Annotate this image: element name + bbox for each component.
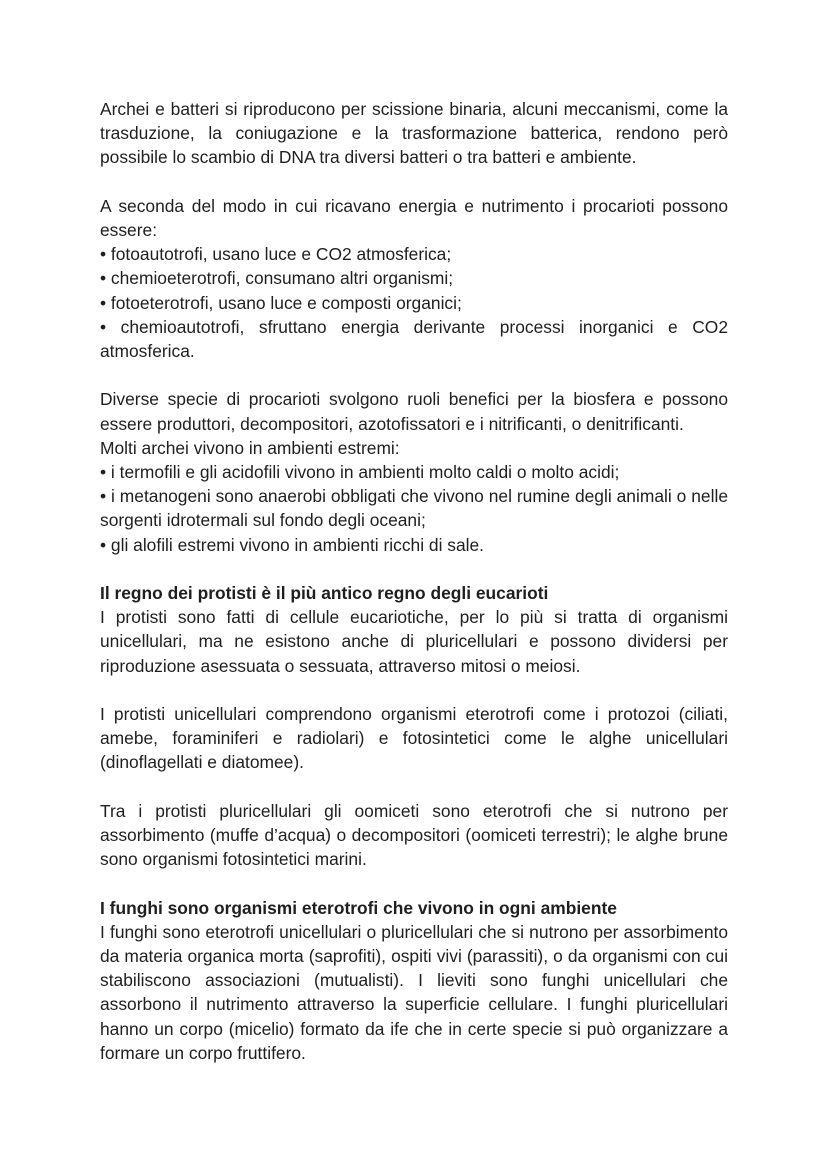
section-protisti [100,581,728,678]
section-funghi [100,896,728,1065]
roles-text: Diverse specie di procarioti svolgono ruoli benefici per la biosfera e possono essere produttori, decompositori, azotofissatori e i nitrificanti, o denitrificanti. [100,389,728,434]
heading-protisti: Il regno dei protisti è il più antico regno degli eucarioti [100,583,549,604]
paragraph-protisti-pluricellulari: Tra i protisti pluricellulari gli oomiceti sono eterotrofi che si nutrono per assorbimento (muffe d’acqua) o decompositori (oomiceti terrestri); le alghe brune sono organismi fotosintetici marini. [100,800,728,870]
paragraph-nutrition-types [100,194,728,363]
nutrition-intro: A seconda del modo in cui ricavano energia e nutrimento i procarioti possono essere: [100,195,728,240]
bullet-alofili: • gli alofili estremi vivono in ambienti ricchi di sale. [100,534,485,555]
bullet-chemioautotrofi: • chemioautotrofi, sfruttano energia derivante processi inorganici e CO2 atmosferica. [100,316,728,362]
paragraph-prokaryote-roles [100,387,728,556]
paragraph-funghi: I funghi sono eterotrofi unicellulari o pluricellulari che si nutrono per assorbimento da materia organica morta (saprofiti), ospiti vivi (parassiti), o da organismi con cui stabiliscono associazioni (mutualisti). I lieviti sono funghi unicellulari che assorbono il nutrimento attraverso la superficie cellulare. I funghi pluricellulari hanno un corpo (micelio) formato da ife che in certe specie si può organizzare a formare un corpo fruttifero. [100,921,728,1063]
archaea-intro: Molti archei vivono in ambienti estremi: [100,437,400,458]
paragraph-reproduction: Archei e batteri si riproducono per scissione binaria, alcuni meccanismi, come la trasduzione, la coniugazione e la trasformazione batterica, rendono però possibile lo scambio di DNA tra diversi batteri o tra batteri e ambiente. [100,99,728,168]
bullet-fotoautotrofi: • fotoautotrofi, usano luce e CO2 atmosferica; [100,244,452,265]
bullet-chemioeterotrofi: • chemioeterotrofi, consumano altri organismi; [100,268,454,289]
heading-funghi: I funghi sono organismi eterotrofi che vivono in ogni ambiente [100,897,617,918]
paragraph-protisti-intro: I protisti sono fatti di cellule eucariotiche, per lo più si tratta di organismi unicellulari, ma ne esistono anche di pluricellulari e possono dividersi per riproduzione asessuata o sessuata, attraverso mitosi o meiosi. [100,607,728,676]
paragraph-protisti-unicellulari: I protisti unicellulari comprendono organismi eterotrofi come i protozoi (ciliati, amebe, foraminiferi e radiolari) e fotosintetici come le alghe unicellulari (dinoflagellati e diatomee). [100,704,728,773]
bullet-termofili: • i termofili e gli acidofili vivono in ambienti molto caldi o molto acidi; [100,462,620,483]
document-page [100,97,728,1089]
bullet-metanogeni: • i metanogeni sono anaerobi obbligati che vivono nel rumine degli animali o nelle sorgenti idrotermali sul fondo degli oceani; [100,486,728,531]
bullet-fotoeterotrofi: • fotoeterotrofi, usano luce e composti organici; [100,292,462,313]
